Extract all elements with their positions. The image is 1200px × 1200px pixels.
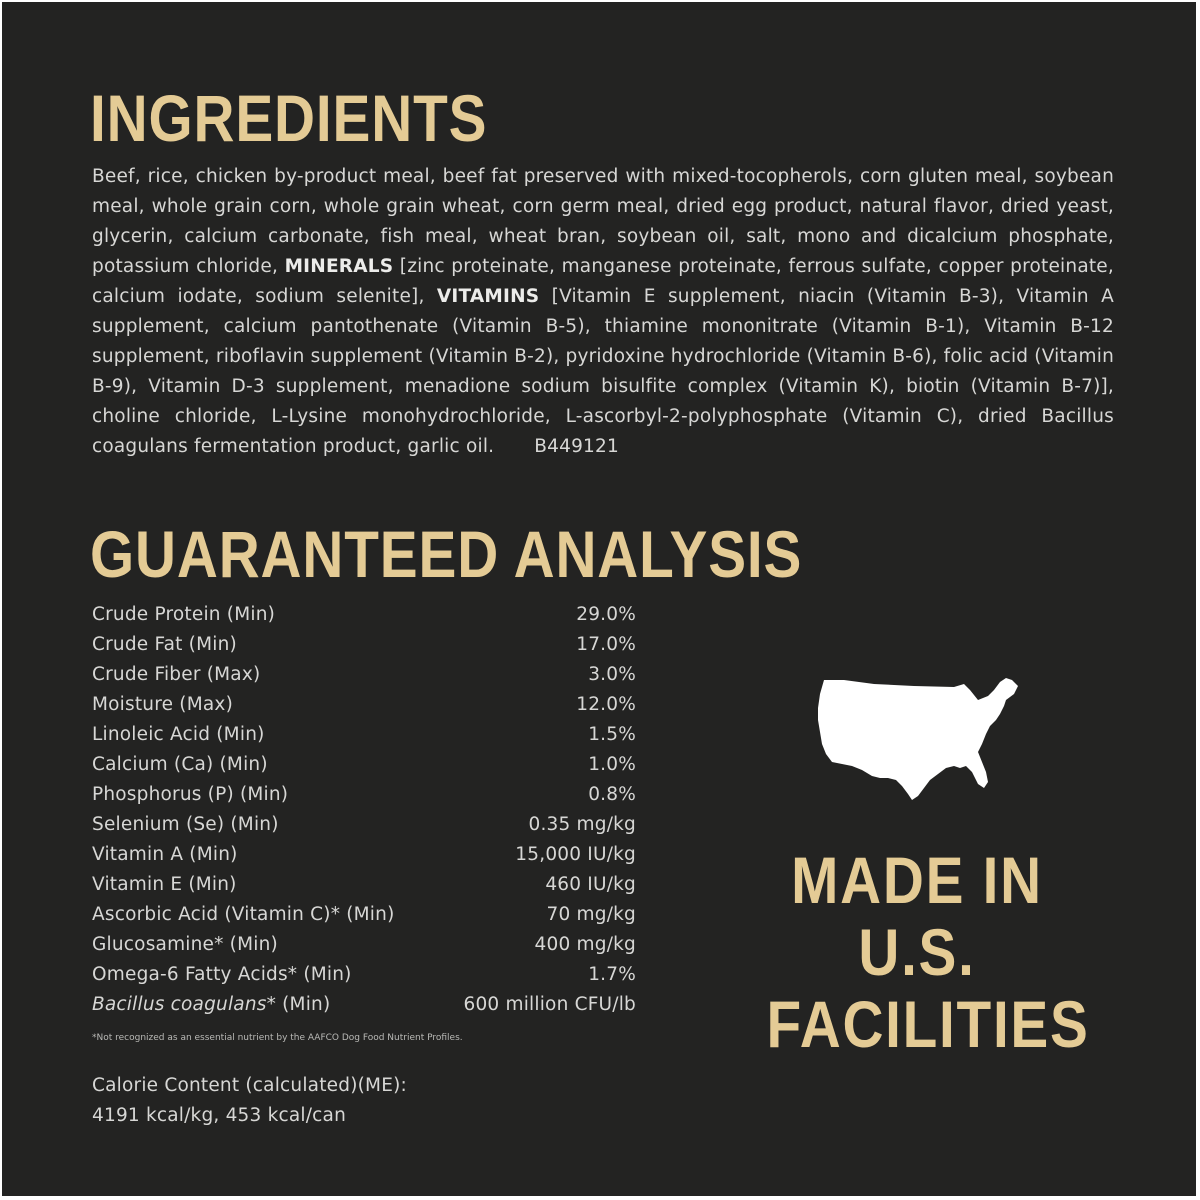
analysis-nutrient-name: Phosphorus (P) (Min) bbox=[92, 784, 289, 805]
analysis-nutrient-name: Calcium (Ca) (Min) bbox=[92, 754, 268, 775]
made-line-3: FACILITIES bbox=[766, 987, 1090, 1061]
analysis-nutrient-value: 29.0% bbox=[576, 604, 636, 625]
analysis-nutrient-name: Ascorbic Acid (Vitamin C)* (Min) bbox=[92, 904, 395, 925]
analysis-nutrient-name-italic: Bacillus coagulans bbox=[92, 994, 267, 1015]
analysis-row bbox=[92, 690, 636, 720]
analysis-row bbox=[92, 780, 636, 810]
analysis-nutrient-value: 0.8% bbox=[588, 784, 636, 805]
analysis-nutrient-name: Vitamin A (Min) bbox=[92, 844, 238, 865]
analysis-row bbox=[92, 810, 636, 840]
analysis-nutrient-name: Vitamin E (Min) bbox=[92, 874, 237, 895]
analysis-nutrient-name: Moisture (Max) bbox=[92, 694, 233, 715]
minerals-label: MINERALS bbox=[284, 256, 394, 277]
analysis-row bbox=[92, 600, 636, 630]
analysis-row bbox=[92, 990, 636, 1020]
analysis-nutrient-name: Selenium (Se) (Min) bbox=[92, 814, 279, 835]
analysis-nutrient-value: 460 IU/kg bbox=[545, 874, 636, 895]
analysis-row bbox=[92, 960, 636, 990]
analysis-nutrient-name: Crude Protein (Min) bbox=[92, 604, 276, 625]
made-in-us-facilities bbox=[742, 844, 1092, 1060]
analysis-nutrient-value: 1.0% bbox=[588, 754, 636, 775]
product-code: B449121 bbox=[534, 436, 619, 457]
calorie-label: Calorie Content (calculated)(ME): bbox=[92, 1075, 407, 1096]
analysis-row bbox=[92, 930, 636, 960]
analysis-nutrient-name: Glucosamine* (Min) bbox=[92, 934, 278, 955]
analysis-row bbox=[92, 900, 636, 930]
usa-map-icon bbox=[814, 674, 1022, 804]
vitamins-label: VITAMINS bbox=[436, 286, 540, 307]
analysis-nutrient-value: 3.0% bbox=[588, 664, 636, 685]
analysis-nutrient-name-rest: * (Min) bbox=[266, 994, 331, 1015]
analysis-nutrient-value: 600 million CFU/lb bbox=[463, 994, 636, 1015]
ingredients-text-part1: Beef, rice, chicken by-product meal, beef fat preserved with mixed-tocopherols, corn gluten meal, soybean meal, whole grain corn, whole grain wheat, corn germ meal, dried egg product, natural flavor, dried yeast, glycerin, calcium carbonate, fish meal, wheat bran, soybean oil, salt, mono and dicalcium phosphate, potassium chloride, bbox=[92, 166, 1114, 277]
analysis-row bbox=[92, 750, 636, 780]
analysis-nutrient-name bbox=[92, 990, 330, 1020]
calorie-value: 4191 kcal/kg, 453 kcal/can bbox=[92, 1105, 346, 1126]
analysis-row bbox=[92, 630, 636, 660]
analysis-nutrient-value: 15,000 IU/kg bbox=[515, 844, 636, 865]
analysis-row bbox=[92, 720, 636, 750]
analysis-row bbox=[92, 840, 636, 870]
analysis-nutrient-value: 1.7% bbox=[588, 964, 636, 985]
analysis-nutrient-name: Omega-6 Fatty Acids* (Min) bbox=[92, 964, 352, 985]
analysis-nutrient-value: 0.35 mg/kg bbox=[528, 814, 636, 835]
analysis-nutrient-value: 12.0% bbox=[576, 694, 636, 715]
analysis-row bbox=[92, 660, 636, 690]
ingredients-text-part2: [zinc proteinate, manganese proteinate, ferrous sulfate, copper proteinate, calcium iodate, sodium selenite], bbox=[92, 256, 1114, 307]
analysis-nutrient-value: 400 mg/kg bbox=[534, 934, 636, 955]
ingredients-title: INGREDIENTS bbox=[90, 81, 488, 155]
made-line-1: MADE IN bbox=[791, 843, 1043, 917]
analysis-nutrient-name: Linoleic Acid (Min) bbox=[92, 724, 265, 745]
made-line-2: U.S. bbox=[858, 915, 976, 989]
analysis-nutrient-value: 1.5% bbox=[588, 724, 636, 745]
analysis-nutrient-value: 17.0% bbox=[576, 634, 636, 655]
nutrition-panel bbox=[2, 2, 1196, 1196]
calorie-content bbox=[92, 1071, 652, 1131]
ingredients-text-part3: [Vitamin E supplement, niacin (Vitamin B-3), Vitamin A supplement, calcium pantothenate (Vitamin B-5), thiamine mononitrate (Vitamin B-1), Vitamin B-12 supplement, riboflavin supplement (Vitamin B-2), pyridoxine hydrochloride (Vitamin B-6), folic acid (Vitamin B-9), Vitamin D-3 supplement, menadione sodium bisulfite complex (Vitamin K), biotin (Vitamin B-7)], choline chloride, L-Lysine monohydrochloride, L-ascorbyl-2-polyphosphate (Vitamin C), dried Bacillus coagulans fermentation product, garlic oil. bbox=[92, 286, 1114, 457]
analysis-nutrient-name: Crude Fat (Min) bbox=[92, 634, 237, 655]
analysis-nutrient-name: Crude Fiber (Max) bbox=[92, 664, 261, 685]
ingredients-list bbox=[92, 162, 1114, 462]
guaranteed-analysis-table bbox=[92, 600, 636, 1020]
analysis-nutrient-value: 70 mg/kg bbox=[546, 904, 636, 925]
guaranteed-analysis-title: GUARANTEED ANALYSIS bbox=[90, 517, 803, 591]
analysis-row bbox=[92, 870, 636, 900]
aafco-footnote: *Not recognized as an essential nutrient by the AAFCO Dog Food Nutrient Profiles. bbox=[92, 1033, 463, 1043]
